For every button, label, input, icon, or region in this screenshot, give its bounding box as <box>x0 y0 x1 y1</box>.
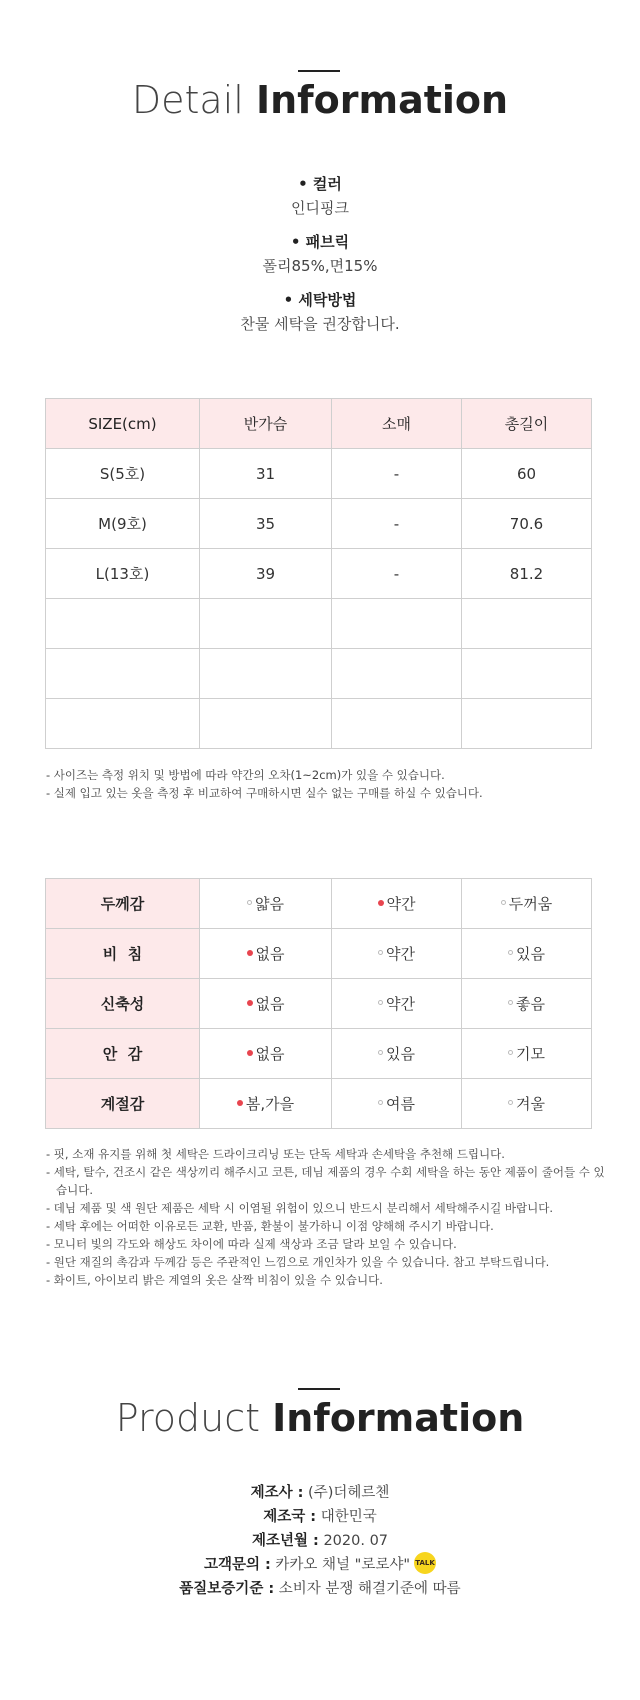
feel-option <box>462 929 592 979</box>
feel-label: 두께감 <box>46 879 200 929</box>
feel-option <box>462 979 592 1029</box>
header-sleeve: 소매 <box>332 399 462 449</box>
header-chest: 반가슴 <box>200 399 332 449</box>
feel-option <box>462 879 592 929</box>
unselected-dot-icon <box>508 1000 513 1005</box>
feel-option-label: 약간 <box>386 995 415 1013</box>
feel-option-label: 있음 <box>516 945 545 963</box>
size-notes <box>46 766 606 802</box>
table-row <box>46 549 592 599</box>
table-row <box>46 599 592 649</box>
table-cell: 39 <box>200 549 332 599</box>
product-key: 제조국 : <box>263 1509 317 1525</box>
feel-option-label: 얇음 <box>255 895 284 913</box>
table-cell <box>200 649 332 699</box>
feel-option-label: 없음 <box>255 995 285 1013</box>
selected-dot-icon <box>247 950 253 956</box>
table-row <box>46 649 592 699</box>
feel-row <box>46 979 592 1029</box>
unselected-dot-icon <box>378 1050 383 1055</box>
selected-dot-icon <box>378 900 384 906</box>
table-cell: 60 <box>462 449 592 499</box>
feel-label: 안 감 <box>46 1029 200 1079</box>
table-cell <box>462 699 592 749</box>
spec-washing <box>0 288 640 336</box>
table-cell <box>46 599 200 649</box>
product-key: 제조년월 : <box>251 1533 319 1549</box>
note-line: - 원단 재질의 촉감과 두께감 등은 주관적인 느낌으로 개인차가 있을 수 있습니다. 참고 부탁드립니다. <box>46 1255 550 1269</box>
table-cell: 31 <box>200 449 332 499</box>
table-cell: 70.6 <box>462 499 592 549</box>
detail-title-light: Detail <box>131 78 244 122</box>
table-cell <box>46 649 200 699</box>
selected-dot-icon <box>247 1000 253 1006</box>
note-line: - 세탁, 탈수, 건조시 같은 색상끼리 해주시고 코튼, 데님 제품의 경우 수회 세탁을 하는 동안 제품이 줄어들 수 있습니다. <box>46 1165 605 1197</box>
product-row-contact <box>0 1553 640 1577</box>
unselected-dot-icon <box>508 950 513 955</box>
product-value: 카카오 채널 "로로샤" <box>270 1557 411 1573</box>
product-value: 소비자 분쟁 해결기준에 따름 <box>274 1581 461 1597</box>
selected-dot-icon <box>247 1050 253 1056</box>
feel-option <box>332 1029 462 1079</box>
unselected-dot-icon <box>508 1100 513 1105</box>
product-row-date <box>0 1529 640 1553</box>
product-value: (주)더헤르첸 <box>303 1485 390 1501</box>
feel-option-label: 약간 <box>386 895 416 913</box>
note-line: - 세탁 후에는 어떠한 이유로든 교환, 반품, 환불이 불가하니 이점 양해해 주시기 바랍니다. <box>46 1219 494 1233</box>
table-cell: - <box>332 549 462 599</box>
table-cell <box>332 599 462 649</box>
product-row-maker <box>0 1481 640 1505</box>
unselected-dot-icon <box>378 950 383 955</box>
feel-option <box>332 1079 462 1129</box>
selected-dot-icon <box>237 1100 243 1106</box>
table-row <box>46 449 592 499</box>
feel-option-label: 기모 <box>516 1045 545 1063</box>
feel-option-label: 두꺼움 <box>508 895 553 913</box>
header-length: 총길이 <box>462 399 592 449</box>
unselected-dot-icon <box>247 900 252 905</box>
feel-row <box>46 879 592 929</box>
note-line: - 모니터 빛의 각도와 해상도 차이에 따라 실제 색상과 조금 달라 보일 수 있습니다. <box>46 1237 457 1251</box>
spec-label: • 세탁방법 <box>283 291 357 309</box>
note-line: - 데님 제품 및 색 원단 제품은 세탁 시 이염될 위험이 있으니 반드시 분리해서 세탁해주시길 바랍니다. <box>46 1201 553 1215</box>
table-cell: - <box>332 449 462 499</box>
table-cell: 35 <box>200 499 332 549</box>
kakao-talk-icon[interactable]: TALK <box>414 1552 436 1574</box>
unselected-dot-icon <box>508 1050 513 1055</box>
table-row <box>46 699 592 749</box>
section-divider <box>298 70 340 72</box>
care-notes <box>46 1145 606 1289</box>
table-cell: S(5호) <box>46 449 200 499</box>
size-table <box>45 398 592 749</box>
feel-label: 계절감 <box>46 1079 200 1129</box>
feel-option-label: 없음 <box>255 1045 285 1063</box>
table-cell <box>462 649 592 699</box>
product-title-light: Product <box>115 1396 260 1440</box>
feel-option <box>200 929 332 979</box>
feel-label: 신축성 <box>46 979 200 1029</box>
feel-label: 비 침 <box>46 929 200 979</box>
detail-title-bold: Information <box>255 78 509 122</box>
feel-option <box>332 929 462 979</box>
spec-value: 찬물 세탁을 권장합니다. <box>240 315 400 333</box>
spec-fabric <box>0 230 640 278</box>
feel-option <box>462 1029 592 1079</box>
table-cell: - <box>332 499 462 549</box>
table-cell: 81.2 <box>462 549 592 599</box>
feel-option <box>200 1029 332 1079</box>
table-cell <box>332 649 462 699</box>
table-cell <box>332 699 462 749</box>
detail-title <box>0 78 640 122</box>
feel-option-label: 약간 <box>386 945 415 963</box>
spec-label: • 컬러 <box>298 175 342 193</box>
product-value: 2020. 07 <box>318 1533 389 1549</box>
feel-option <box>200 879 332 929</box>
feel-option <box>462 1079 592 1129</box>
feel-option-label: 겨울 <box>516 1095 545 1113</box>
feel-option-label: 좋음 <box>516 995 545 1013</box>
feel-option <box>200 979 332 1029</box>
product-row-warranty <box>0 1577 640 1601</box>
table-cell <box>200 599 332 649</box>
unselected-dot-icon <box>378 1000 383 1005</box>
feel-option-label: 있음 <box>386 1045 415 1063</box>
table-cell <box>200 699 332 749</box>
note-line: - 핏, 소재 유지를 위해 첫 세탁은 드라이크리닝 또는 단독 세탁과 손세탁을 추천해 드립니다. <box>46 1147 505 1161</box>
section-divider <box>298 1388 340 1390</box>
product-key: 제조사 : <box>250 1485 304 1501</box>
feel-option <box>332 979 462 1029</box>
spec-value: 인디핑크 <box>291 199 349 217</box>
table-cell <box>462 599 592 649</box>
product-key: 고객문의 : <box>203 1557 271 1573</box>
product-row-country <box>0 1505 640 1529</box>
table-cell: M(9호) <box>46 499 200 549</box>
size-table-header <box>46 399 592 449</box>
spec-value: 폴리85%,면15% <box>262 257 378 275</box>
spec-color <box>0 172 640 220</box>
table-cell <box>46 699 200 749</box>
spec-list <box>0 172 640 336</box>
feel-row <box>46 929 592 979</box>
note-line: - 실제 입고 있는 옷을 측정 후 비교하여 구매하시면 실수 없는 구매를 하실 수 있습니다. <box>46 786 483 800</box>
spec-label: • 패브릭 <box>290 233 350 251</box>
product-info <box>0 1481 640 1601</box>
feel-option-label: 봄,가을 <box>245 1095 295 1113</box>
feel-row <box>46 1029 592 1079</box>
product-key: 품질보증기준 : <box>179 1581 275 1597</box>
note-line: - 사이즈는 측정 위치 및 방법에 따라 약간의 오차(1~2cm)가 있을 수 있습니다. <box>46 768 445 782</box>
table-cell: L(13호) <box>46 549 200 599</box>
header-size: SIZE(cm) <box>46 399 200 449</box>
feel-option-label: 없음 <box>255 945 285 963</box>
unselected-dot-icon <box>501 900 506 905</box>
feel-option <box>332 879 462 929</box>
table-row <box>46 499 592 549</box>
feel-option <box>200 1079 332 1129</box>
feel-option-label: 여름 <box>386 1095 415 1113</box>
unselected-dot-icon <box>378 1100 383 1105</box>
note-line: - 화이트, 아이보리 밝은 계열의 옷은 살짝 비침이 있을 수 있습니다. <box>46 1273 383 1287</box>
product-title <box>0 1396 640 1440</box>
feel-row <box>46 1079 592 1129</box>
product-value: 대한민국 <box>316 1509 377 1525</box>
product-title-bold: Information <box>272 1396 525 1440</box>
feel-table <box>45 878 592 1129</box>
